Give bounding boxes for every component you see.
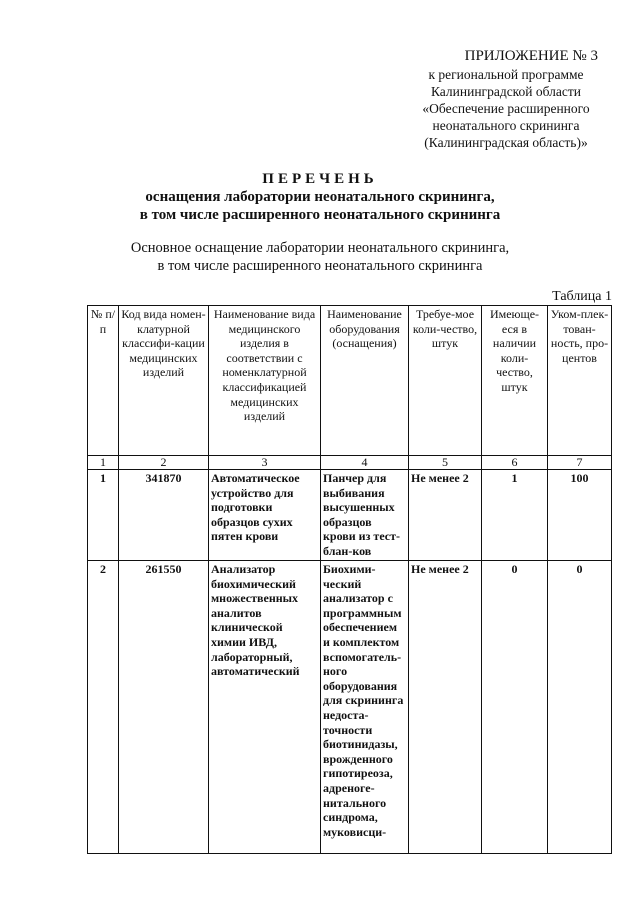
header-cell: Имеюще-еся в наличии коли-чество, штук	[482, 306, 548, 456]
list-title-line: оснащения лаборатории неонатального скрининга,	[145, 189, 495, 205]
completeness-cell: 100	[548, 470, 612, 561]
column-number: 3	[209, 456, 321, 470]
equipment-cell: Биохими-ческий анализатор с программным обеспечением и комплектом вспомогатель-ного оборудования для скрининга недоста-точности биотинидазы, врожденного гипотиреоза, адреноге-нитального синдрома, муковисци-	[321, 561, 409, 854]
equipment-cell: Панчер для выбивания высушенных образцов крови из тест-блан-ков	[321, 470, 409, 561]
header-cell: Наименование оборудования (оснащения)	[321, 306, 409, 456]
table-caption: Таблица 1	[552, 289, 612, 304]
appendix-line: к региональной программе	[428, 67, 584, 82]
type-name-cell: Автоматическое устройство для подготовки образцов сухих пятен крови	[209, 470, 321, 561]
appendix-line: Калининградской области	[430, 84, 582, 99]
required-cell: Не менее 2	[409, 561, 482, 854]
header-cell: № п/п	[88, 306, 119, 456]
column-number: 4	[321, 456, 409, 470]
appendix-title: ПРИЛОЖЕНИЕ № 3	[464, 48, 598, 64]
subtitle-block	[0, 239, 640, 275]
code-cell: 261550	[119, 561, 209, 854]
code-cell: 341870	[119, 470, 209, 561]
column-number: 5	[409, 456, 482, 470]
appendix-line: (Калининградская область)»	[424, 135, 588, 150]
header-cell: Код вида номен-клатурной классифи-кации медицинских изделий	[119, 306, 209, 456]
column-number: 2	[119, 456, 209, 470]
table-row	[88, 561, 612, 854]
type-name-cell: Анализатор биохимический множественных аналитов клинической химии ИВД, лабораторный, автоматический	[209, 561, 321, 854]
equipment-table	[87, 305, 612, 854]
list-heading: ПЕРЕЧЕНЬ	[262, 171, 378, 187]
column-number: 1	[88, 456, 119, 470]
available-cell: 1	[482, 470, 548, 561]
table-row	[88, 470, 612, 561]
column-number: 6	[482, 456, 548, 470]
header-cell: Требуе-мое коли-чество, штук	[409, 306, 482, 456]
subtitle-line: в том числе расширенного неонатального скрининга	[157, 258, 483, 274]
table-header-row	[88, 306, 612, 456]
appendix-line: неонатального скрининга	[432, 118, 580, 133]
subtitle-line: Основное оснащение лаборатории неонатального скрининга,	[130, 240, 510, 256]
row-number-cell: 1	[88, 470, 119, 561]
appendix-line: «Обеспечение расширенного	[422, 101, 590, 116]
completeness-cell: 0	[548, 561, 612, 854]
column-number: 7	[548, 456, 612, 470]
list-title-block	[0, 170, 640, 224]
row-number-cell: 2	[88, 561, 119, 854]
column-number-row	[88, 456, 612, 470]
list-title-line: в том числе расширенного неонатального скрининга	[139, 207, 501, 223]
header-cell: Уком-плек-тован-ность, про-центов	[548, 306, 612, 456]
required-cell: Не менее 2	[409, 470, 482, 561]
appendix-block	[396, 46, 616, 151]
available-cell: 0	[482, 561, 548, 854]
header-cell: Наименование вида медицинского изделия в соответствии с номенклатурной классификацией медицинских изделий	[209, 306, 321, 456]
